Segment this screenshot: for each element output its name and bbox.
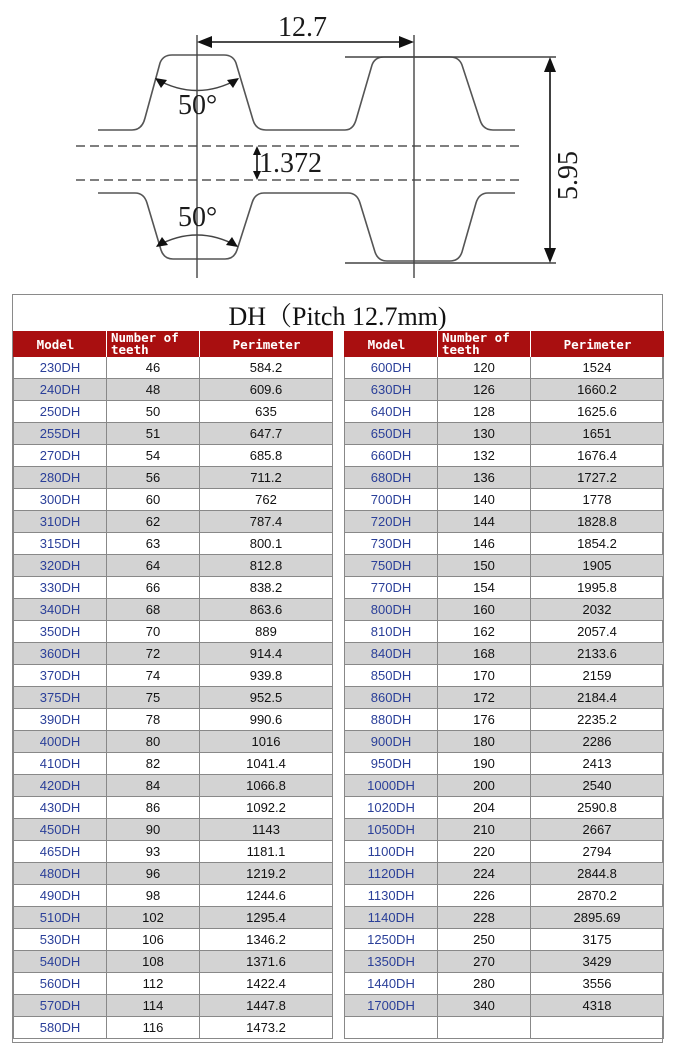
cell-teeth: 112: [107, 973, 200, 995]
cell-teeth: 280: [438, 973, 531, 995]
cell-teeth: 62: [107, 511, 200, 533]
table-row: [13, 819, 333, 841]
table-row: [344, 445, 664, 467]
cell-model: 880DH: [344, 709, 438, 731]
cell-perimeter: 1219.2: [200, 863, 333, 885]
table-row: [344, 489, 664, 511]
cell-model: 570DH: [13, 995, 107, 1017]
cell-perimeter: 1371.6: [200, 951, 333, 973]
table-row: [13, 401, 333, 423]
height-arrow-bottom: [544, 248, 556, 263]
cell-model: 730DH: [344, 533, 438, 555]
cell-model: 230DH: [13, 357, 107, 379]
cell-model: 630DH: [344, 379, 438, 401]
cell-perimeter: 1041.4: [200, 753, 333, 775]
table-row: [344, 467, 664, 489]
header-perimeter: Perimeter: [563, 336, 632, 352]
cell-perimeter: 889: [200, 621, 333, 643]
cell-teeth: 50: [107, 401, 200, 423]
cell-model: 850DH: [344, 665, 438, 687]
cell-perimeter: 1447.8: [200, 995, 333, 1017]
cell-model: 320DH: [13, 555, 107, 577]
table-row: [344, 929, 664, 951]
table-row: [344, 907, 664, 929]
cell-perimeter: 1625.6: [531, 401, 664, 423]
table-row: [13, 797, 333, 819]
cell-teeth: 72: [107, 643, 200, 665]
cell-perimeter: 762: [200, 489, 333, 511]
cell-model: 510DH: [13, 907, 107, 929]
table-row: [13, 687, 333, 709]
table-row: [13, 599, 333, 621]
cell-teeth: 144: [438, 511, 531, 533]
cell-perimeter: 2794: [531, 841, 664, 863]
table-row: [13, 379, 333, 401]
cell-perimeter: 1066.8: [200, 775, 333, 797]
table-row: [344, 621, 664, 643]
cell-perimeter: 2667: [531, 819, 664, 841]
cell-teeth: 56: [107, 467, 200, 489]
pitch-arrow-right: [399, 36, 414, 48]
cell-teeth: 70: [107, 621, 200, 643]
cell-perimeter: 1905: [531, 555, 664, 577]
cell-perimeter: 914.4: [200, 643, 333, 665]
cell-teeth: 90: [107, 819, 200, 841]
cell-perimeter: 1422.4: [200, 973, 333, 995]
cell-teeth: 120: [438, 357, 531, 379]
cell-teeth: 64: [107, 555, 200, 577]
cell-teeth: 270: [438, 951, 531, 973]
cell-teeth: 150: [438, 555, 531, 577]
table-row: [344, 379, 664, 401]
cell-teeth: 48: [107, 379, 200, 401]
table-row: [344, 423, 664, 445]
cell-teeth: 86: [107, 797, 200, 819]
cell-model: 750DH: [344, 555, 438, 577]
cell-model: 900DH: [344, 731, 438, 753]
cell-teeth: 102: [107, 907, 200, 929]
cell-perimeter: 2184.4: [531, 687, 664, 709]
cell-teeth: 74: [107, 665, 200, 687]
cell-perimeter: 812.8: [200, 555, 333, 577]
cell-model: 720DH: [344, 511, 438, 533]
cell-perimeter: 1295.4: [200, 907, 333, 929]
table-rows-left: [13, 357, 333, 1039]
cell-perimeter: 787.4: [200, 511, 333, 533]
cell-perimeter: 3556: [531, 973, 664, 995]
cell-model: 840DH: [344, 643, 438, 665]
table-row: [13, 995, 333, 1017]
cell-perimeter: 2540: [531, 775, 664, 797]
table-row: [344, 1017, 664, 1039]
table-row: [344, 885, 664, 907]
cell-teeth: 82: [107, 753, 200, 775]
cell-perimeter: 1524: [531, 357, 664, 379]
cell-model: 255DH: [13, 423, 107, 445]
table-row: [344, 555, 664, 577]
cell-model: 640DH: [344, 401, 438, 423]
cell-teeth: 60: [107, 489, 200, 511]
cell-teeth: 130: [438, 423, 531, 445]
cell-teeth: 128: [438, 401, 531, 423]
cell-model: 400DH: [13, 731, 107, 753]
cell-model: 465DH: [13, 841, 107, 863]
cell-perimeter: 2590.8: [531, 797, 664, 819]
table-row: [13, 445, 333, 467]
cell-model: 1700DH: [344, 995, 438, 1017]
cell-perimeter: 1473.2: [200, 1017, 333, 1039]
cell-teeth: 226: [438, 885, 531, 907]
cell-perimeter: 990.6: [200, 709, 333, 731]
table-row: [13, 467, 333, 489]
cell-teeth: 68: [107, 599, 200, 621]
cell-model: 1000DH: [344, 775, 438, 797]
table-row: [344, 995, 664, 1017]
table-row: [13, 511, 333, 533]
cell-model: 770DH: [344, 577, 438, 599]
cell-perimeter: 1828.8: [531, 511, 664, 533]
cell-teeth: 168: [438, 643, 531, 665]
cell-perimeter: 2413: [531, 753, 664, 775]
cell-teeth: 51: [107, 423, 200, 445]
header-model: Model: [344, 331, 438, 357]
cell-teeth: [438, 1017, 531, 1039]
cell-teeth: 114: [107, 995, 200, 1017]
cell-perimeter: 3175: [531, 929, 664, 951]
header-perimeter: Perimeter: [232, 336, 301, 352]
cell-perimeter: 685.8: [200, 445, 333, 467]
table-row: [344, 643, 664, 665]
cell-model: 420DH: [13, 775, 107, 797]
cell-model: 370DH: [13, 665, 107, 687]
table-row: [13, 555, 333, 577]
cell-teeth: 93: [107, 841, 200, 863]
cell-perimeter: 2895.69: [531, 907, 664, 929]
cell-teeth: 98: [107, 885, 200, 907]
cell-model: 1250DH: [344, 929, 438, 951]
table-row: [344, 731, 664, 753]
table-row: [344, 863, 664, 885]
cell-model: 280DH: [13, 467, 107, 489]
table-title: DH（Pitch 12.7mm): [228, 302, 447, 331]
table-row: [13, 577, 333, 599]
cell-teeth: 172: [438, 687, 531, 709]
cell-model: 410DH: [13, 753, 107, 775]
cell-perimeter: 1016: [200, 731, 333, 753]
cell-model: 430DH: [13, 797, 107, 819]
cell-model: 240DH: [13, 379, 107, 401]
cell-model: 530DH: [13, 929, 107, 951]
cell-teeth: 224: [438, 863, 531, 885]
table-row: [344, 709, 664, 731]
cell-model: 340DH: [13, 599, 107, 621]
table-row: [13, 753, 333, 775]
cell-perimeter: 1854.2: [531, 533, 664, 555]
table-row: [344, 357, 664, 379]
cell-model: 315DH: [13, 533, 107, 555]
table-row: [344, 687, 664, 709]
cell-model: 490DH: [13, 885, 107, 907]
cell-teeth: 250: [438, 929, 531, 951]
cell-model: 650DH: [344, 423, 438, 445]
cell-perimeter: 1143: [200, 819, 333, 841]
cell-teeth: 63: [107, 533, 200, 555]
table-row: [13, 621, 333, 643]
cell-perimeter: 1727.2: [531, 467, 664, 489]
cell-perimeter: 2286: [531, 731, 664, 753]
cell-model: 810DH: [344, 621, 438, 643]
table-rows-right: [344, 357, 664, 1039]
cell-teeth: 146: [438, 533, 531, 555]
cell-teeth: 84: [107, 775, 200, 797]
cell-perimeter: 1660.2: [531, 379, 664, 401]
cell-perimeter: 2057.4: [531, 621, 664, 643]
cell-model: 540DH: [13, 951, 107, 973]
cell-teeth: 228: [438, 907, 531, 929]
belt-profile-diagram: [0, 0, 676, 290]
cell-teeth: 210: [438, 819, 531, 841]
cell-perimeter: 3429: [531, 951, 664, 973]
cell-model: 375DH: [13, 687, 107, 709]
dh-spec-table: [12, 294, 663, 1043]
cell-model: 580DH: [13, 1017, 107, 1039]
cell-perimeter: 838.2: [200, 577, 333, 599]
cell-teeth: 54: [107, 445, 200, 467]
table-row: [13, 885, 333, 907]
pitch-label: 12.7: [278, 12, 327, 43]
cell-model: [344, 1017, 438, 1039]
cell-perimeter: 2133.6: [531, 643, 664, 665]
cell-teeth: 66: [107, 577, 200, 599]
cell-perimeter: 1244.6: [200, 885, 333, 907]
cell-teeth: 116: [107, 1017, 200, 1039]
cell-perimeter: [531, 1017, 664, 1039]
table-row: [344, 841, 664, 863]
table-row: [13, 533, 333, 555]
cell-model: 860DH: [344, 687, 438, 709]
table-header-right: [344, 331, 664, 357]
cell-model: 700DH: [344, 489, 438, 511]
cell-model: 1100DH: [344, 841, 438, 863]
cell-perimeter: 584.2: [200, 357, 333, 379]
cell-model: 1020DH: [344, 797, 438, 819]
cell-model: 390DH: [13, 709, 107, 731]
table-row: [13, 841, 333, 863]
cell-perimeter: 1181.1: [200, 841, 333, 863]
height-arrow-top: [544, 57, 556, 72]
cell-teeth: 176: [438, 709, 531, 731]
cell-model: 1140DH: [344, 907, 438, 929]
cell-model: 250DH: [13, 401, 107, 423]
cell-teeth: 126: [438, 379, 531, 401]
cell-perimeter: 939.8: [200, 665, 333, 687]
tooth-height-label: 1.372: [259, 148, 322, 179]
table-row: [344, 577, 664, 599]
cell-teeth: 46: [107, 357, 200, 379]
cell-perimeter: 1995.8: [531, 577, 664, 599]
cell-teeth: 75: [107, 687, 200, 709]
cell-teeth: 108: [107, 951, 200, 973]
table-row: [344, 753, 664, 775]
cell-teeth: 170: [438, 665, 531, 687]
cell-perimeter: 1346.2: [200, 929, 333, 951]
table-row: [13, 357, 333, 379]
cell-perimeter: 635: [200, 401, 333, 423]
table-row: [344, 533, 664, 555]
cell-perimeter: 4318: [531, 995, 664, 1017]
cell-perimeter: 800.1: [200, 533, 333, 555]
cell-model: 950DH: [344, 753, 438, 775]
cell-model: 300DH: [13, 489, 107, 511]
cell-teeth: 190: [438, 753, 531, 775]
table-row: [13, 951, 333, 973]
table-row: [344, 401, 664, 423]
cell-perimeter: 647.7: [200, 423, 333, 445]
cell-teeth: 80: [107, 731, 200, 753]
table-row: [13, 731, 333, 753]
table-row: [344, 599, 664, 621]
table-row: [13, 775, 333, 797]
cell-model: 1120DH: [344, 863, 438, 885]
cell-teeth: 340: [438, 995, 531, 1017]
cell-model: 1130DH: [344, 885, 438, 907]
cell-teeth: 96: [107, 863, 200, 885]
cell-perimeter: 2844.8: [531, 863, 664, 885]
cell-model: 310DH: [13, 511, 107, 533]
cell-teeth: 160: [438, 599, 531, 621]
cell-teeth: 200: [438, 775, 531, 797]
cell-model: 560DH: [13, 973, 107, 995]
cell-model: 600DH: [344, 357, 438, 379]
cell-perimeter: 1778: [531, 489, 664, 511]
table-row: [13, 709, 333, 731]
pitch-arrow-left: [197, 36, 212, 48]
header-teeth: Number of teeth: [438, 331, 531, 357]
cell-teeth: 162: [438, 621, 531, 643]
cell-model: 800DH: [344, 599, 438, 621]
angle-label-top: 50°: [178, 90, 218, 121]
table-row: [13, 1017, 333, 1039]
cell-model: 660DH: [344, 445, 438, 467]
cell-perimeter: 952.5: [200, 687, 333, 709]
table-row: [344, 511, 664, 533]
cell-perimeter: 2159: [531, 665, 664, 687]
cell-model: 270DH: [13, 445, 107, 467]
cell-model: 480DH: [13, 863, 107, 885]
cell-perimeter: 1651: [531, 423, 664, 445]
cell-perimeter: 863.6: [200, 599, 333, 621]
table-left-half: [13, 331, 333, 1039]
height-label: 5.95: [553, 151, 584, 200]
table-right-half: [344, 331, 664, 1039]
cell-teeth: 140: [438, 489, 531, 511]
cell-model: 680DH: [344, 467, 438, 489]
table-row: [344, 775, 664, 797]
cell-perimeter: 1092.2: [200, 797, 333, 819]
cell-perimeter: 2235.2: [531, 709, 664, 731]
cell-teeth: 78: [107, 709, 200, 731]
header-teeth: Number of teeth: [107, 331, 200, 357]
table-row: [13, 643, 333, 665]
cell-perimeter: 711.2: [200, 467, 333, 489]
table-row: [13, 929, 333, 951]
cell-model: 450DH: [13, 819, 107, 841]
cell-teeth: 180: [438, 731, 531, 753]
angle-label-bottom: 50°: [178, 202, 218, 233]
table-row: [13, 665, 333, 687]
table-row: [344, 797, 664, 819]
table-row: [13, 973, 333, 995]
cell-teeth: 132: [438, 445, 531, 467]
cell-model: 1050DH: [344, 819, 438, 841]
table-row: [344, 951, 664, 973]
cell-teeth: 106: [107, 929, 200, 951]
cell-teeth: 154: [438, 577, 531, 599]
table-row: [13, 423, 333, 445]
cell-model: 350DH: [13, 621, 107, 643]
table-row: [344, 819, 664, 841]
cell-model: 1350DH: [344, 951, 438, 973]
cell-perimeter: 2032: [531, 599, 664, 621]
cell-model: 360DH: [13, 643, 107, 665]
cell-perimeter: 2870.2: [531, 885, 664, 907]
table-row: [13, 907, 333, 929]
table-row: [13, 489, 333, 511]
belt-top-profile: [98, 55, 515, 130]
header-model: Model: [13, 331, 107, 357]
table-row: [344, 973, 664, 995]
cell-teeth: 204: [438, 797, 531, 819]
cell-perimeter: 1676.4: [531, 445, 664, 467]
table-header-left: [13, 331, 333, 357]
cell-perimeter: 609.6: [200, 379, 333, 401]
cell-model: 1440DH: [344, 973, 438, 995]
table-row: [13, 863, 333, 885]
belt-bottom-profile: [98, 193, 515, 261]
cell-teeth: 136: [438, 467, 531, 489]
cell-teeth: 220: [438, 841, 531, 863]
cell-model: 330DH: [13, 577, 107, 599]
table-row: [344, 665, 664, 687]
